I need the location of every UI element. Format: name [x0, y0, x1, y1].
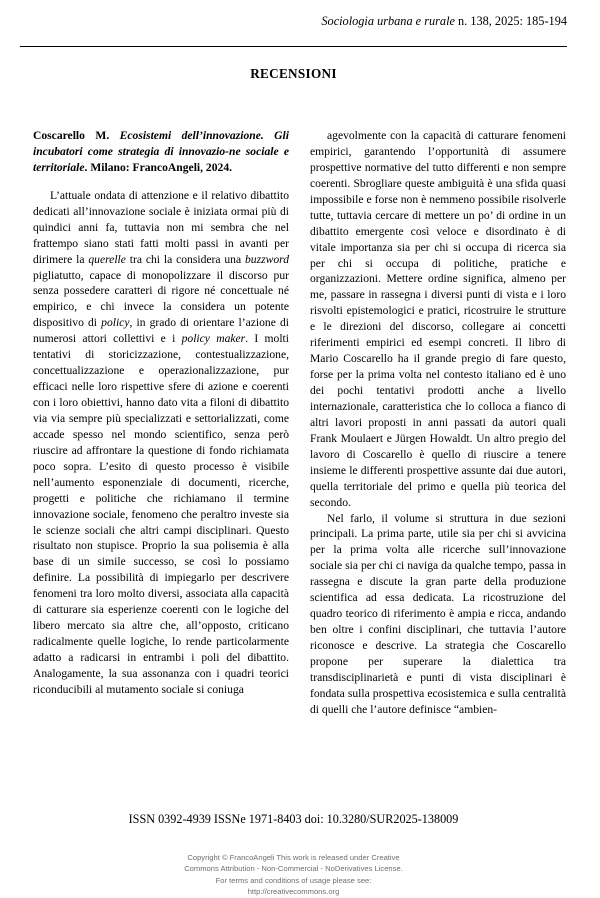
- right-column-paragraph-1: agevolmente con la capacità di catturare fenomeni empirici, garantendo l’opportunità di assumere prospettive normative del tutto differenti e non sempre coerenti. Sbrogliare queste ambiguità è una sfida quasi impossibile e forse non è nemmeno possibile risolverle tutte, tuttavia cercare di mettere un po’ di ordine in un dibattito emergente così veloce e disordinato è di vitale importanza sia per chi si occupa di ricerca sia per chi si occupa di politiche, pratiche e organizzazioni. Mettere ordine significa, almeno per me, passare in rassegna i diversi punti di vista e i loro risvolti epistemologici e pratici, ricostruire le strutture e le direzioni del discorso, collegare ai concetti riferimenti empirici ed esempi concreti. Il libro di Mario Coscarello ha il grande pregio di fare questo, forse per la prima volta nel contesto italiano ed è uno dei pochi tentativi prodotti anche a livello internazionale, caratteristica che lo colloca a fianco di altri lavori proposti in anni passati da autori quali Frank Moulaert e Jürgen Howaldt. Un altro pregio del lavoro di Coscarello è quello di riuscire a tenere insieme le differenti prospettive assunte dai due autori, quella territoriale del primo e quella più teorica del secondo.: [310, 129, 566, 509]
- right-column: [310, 128, 566, 788]
- copyright-notice: [20, 852, 567, 898]
- journal-name: Sociologia urbana e rurale: [321, 14, 455, 28]
- book-publisher: . Milano: FrancoAngeli, 2024.: [84, 160, 233, 174]
- page-title: RECENSIONI: [250, 66, 337, 81]
- copyright-line-2: Commons Attribution - Non-Commercial - NoDerivatives License.: [184, 864, 403, 874]
- italic-policy-maker: policy maker: [181, 332, 246, 346]
- body-columns: [33, 128, 567, 788]
- italic-policy: policy: [101, 316, 130, 330]
- issn-doi-line: ISSN 0392-4939 ISSNe 1971-8403 doi: 10.3280/SUR2025-138009: [128, 812, 459, 826]
- text-run-3: pigliatutto, capace di monopolizzare il discorso pur senza possedere caratteri di rigore né concettuale né empirico, e chi invece la considera un potente dispositivo di: [33, 268, 289, 330]
- left-column: [33, 128, 289, 788]
- copyright-url[interactable]: http://creativecommons.org: [247, 887, 340, 897]
- issue-info: n. 138, 2025: 185-194: [454, 14, 567, 28]
- book-title: Ecosistemi dell’innovazione. Gli incubatori come strategia di innovazio-ne sociale e territoriale: [33, 129, 289, 174]
- copyright-line-1: Copyright © FrancoAngeli This work is released under Creative: [187, 853, 400, 862]
- text-run-4: , in grado di orientare l’azione di numerosi attori collettivi e i: [33, 316, 289, 346]
- running-head: [20, 14, 567, 29]
- italic-querelle: querelle: [88, 252, 126, 266]
- header-rule-divider: [20, 46, 567, 47]
- copyright-line-3: For terms and conditions of usage please see:: [215, 875, 372, 885]
- text-run-2: tra chi la considera una: [125, 252, 245, 266]
- text-run-5: . I molti tentativi di storicizzazione, contestualizzazione, concettualizzazione e operazionalizzazione, pur efficaci nelle loro rispettive sfere di azione e coerenti con i loro obiettivi, hanno dato vita a filoni di dibattito via via sempre più specializzati e settorializzati, come accade spesso nel mondo scientifico, senza però riuscire ad affrontare la questione di fondo richiamata poco sopra. L’esito di questo processo è visibile nell’aumento esponenziale di documenti, ricerche, progetti e politiche che richiamano il termine innovazione sociale, fenomeno che peraltro investe sia le scienze sociali che altri campi disciplinari. Questo risultato non stupisce. Proprio la sua polisemia è alla base di un simile successo, se così lo possiamo definire. La possibilità di impiegarlo per descrivere fenomeni tra loro molto diversi, associata alla capacità di catturare sia esperienze coerenti con le logiche del libero mercato sia altre che, all’opposto, criticano radicalmente quelle logiche, lo rende particolarmente adatto a radicarsi in entrambi i poli del dibattito. Analogamente, la sua assonanza con i quadri teorici riconducibili al mutamento sociale si coniuga: [33, 332, 290, 696]
- text-run-1: L’attuale ondata di attenzione e il relativo dibattito dedicati all’innovazione sociale è iniziata ormai più di quindici anni fa, tuttavia non mi sembra che nel frattempo siano stati fatti molti passi in avanti per dirimere la: [33, 188, 289, 266]
- book-reference: [33, 128, 289, 176]
- left-column-paragraph: [33, 188, 289, 698]
- book-author: Coscarello M.: [33, 129, 120, 142]
- right-column-paragraph-2: Nel farlo, il volume si struttura in due sezioni principali. La prima parte, utile sia per chi si avvicina per la prima volta alle ricerche sull’innovazione sociale sia per chi ci naviga da qualche tempo, passa in rassegna e discute la gran parte della produzione scientifica ad essa dedicata. La ricostruzione del quadro teorico di riferimento è ampia e ricca, andando ben oltre i confini disciplinari, che tuttavia l’autore riconosce e descrive. La strategia che Coscarello propone per superare la dialettica tra transdisciplinarietà e punti di vista disciplinari è fondata sulla prospettiva ecosistemica e sulla centralità di quelli che l’autore definisce “ambien-: [310, 511, 566, 716]
- italic-buzzword: buzzword: [244, 252, 290, 266]
